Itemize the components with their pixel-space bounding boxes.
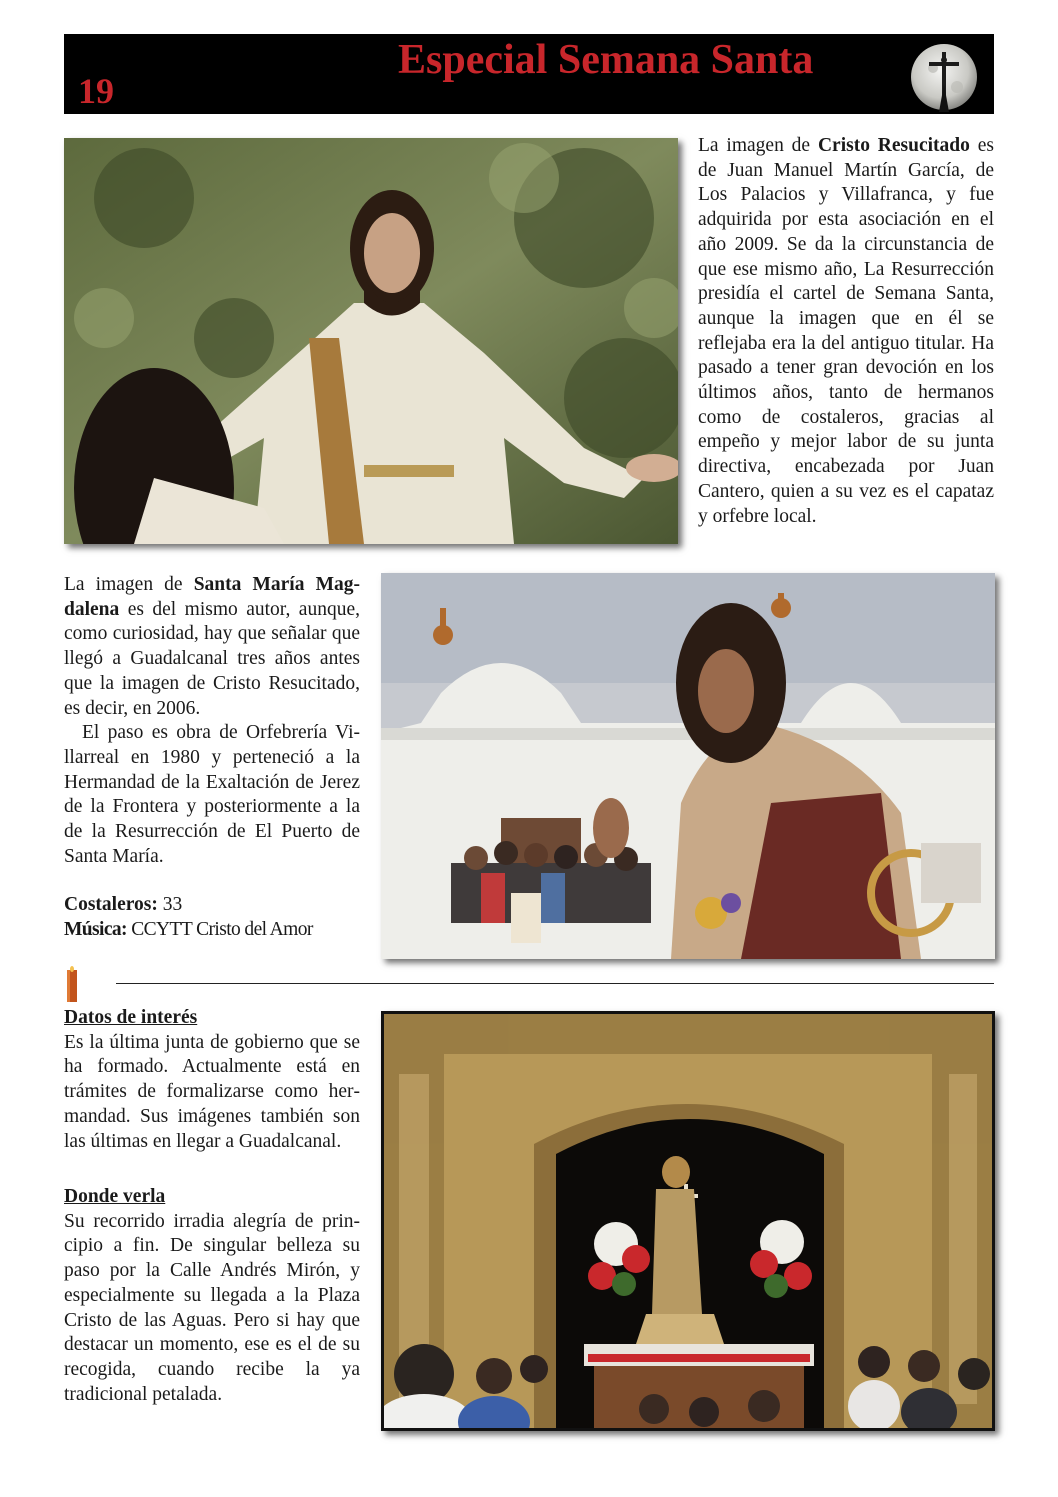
para2-bold: Santa María Magdalena	[64, 574, 360, 620]
musica-value: CCYTT Cristo del Amor	[126, 919, 313, 941]
datos-interes-heading: Datos de interés	[64, 1007, 198, 1028]
para1-bold: Cristo Resucitado	[817, 135, 970, 156]
page-number: 19	[78, 71, 114, 111]
article-paragraph-cristo	[698, 134, 994, 529]
page-title: Especial Semana Santa	[398, 37, 814, 83]
musica-line	[64, 918, 360, 943]
para2-lead: La imagen de	[64, 574, 194, 595]
costaleros-line	[64, 893, 360, 918]
moon-crucifix-icon	[909, 42, 979, 112]
datos-interes-section	[64, 1006, 360, 1154]
datos-interes-text: Es la última junta de gobierno que se ha formado. Actualmente está en trámites de formalizarse como hermandad. Sus imágenes también son las últimas en llegar a Guadalcanal.	[64, 1031, 360, 1152]
photo-cristo-resucitado	[64, 138, 678, 544]
article-paragraph-paso: El paso es obra de Orfebrería Villarreal en 1980 y perteneció a la Hermandad de la Exaltación de Jerez de la Frontera y posteriormente a la de la Resurrección de El Puerto de Santa María.	[64, 722, 360, 867]
photo-paso-procesion	[381, 1011, 995, 1431]
para1-lead: La imagen de	[698, 135, 818, 156]
candle-icon	[66, 966, 78, 1002]
costaleros-label: Costaleros:	[64, 894, 158, 916]
para1-rest: es de Juan Manuel Martín García, de Los Palacios y Villafranca, y fue adquirida por esta asociación en el año 2009. Se da la circunstancia de que ese mismo año, La Resurrección presidía el cartel de Semana Santa, aunque la imagen que en él se reflejaba era la del antiguo titular. Ha pasado a tener gran devoción en los últimos años, tanto de hermanos como de costaleros, gracias al empeño y mejor labor de su junta directiva, encabezada por Juan Cantero, quien a su vez es el capataz y orfebre local.	[698, 135, 994, 527]
donde-verla-heading: Donde verla	[64, 1186, 166, 1207]
article-paragraph-magdalena	[64, 573, 360, 943]
donde-verla-text: Su recorrido irradia alegría de principio a fin. De singular belleza su paso por la Calle Andrés Mirón, y especialmente su llegada a la Plaza Cristo de las Aguas. Pero si hay que destacar un momento, ese es el de su recogida, cuando recibe la ya tradicional petalada.	[64, 1210, 360, 1405]
costaleros-value: 33	[157, 894, 183, 916]
para2-rest: es del mismo autor, aunque, como curiosidad, hay que señalar que llegó a Guadalcanal tres años antes que la imagen de Cristo Resucitado, es decir, en 2006.	[64, 598, 360, 719]
musica-label: Música:	[64, 919, 127, 941]
donde-verla-section	[64, 1185, 360, 1407]
section-divider	[116, 983, 994, 984]
photo-santa-maria-magdalena	[381, 573, 995, 959]
page-header	[64, 34, 994, 114]
